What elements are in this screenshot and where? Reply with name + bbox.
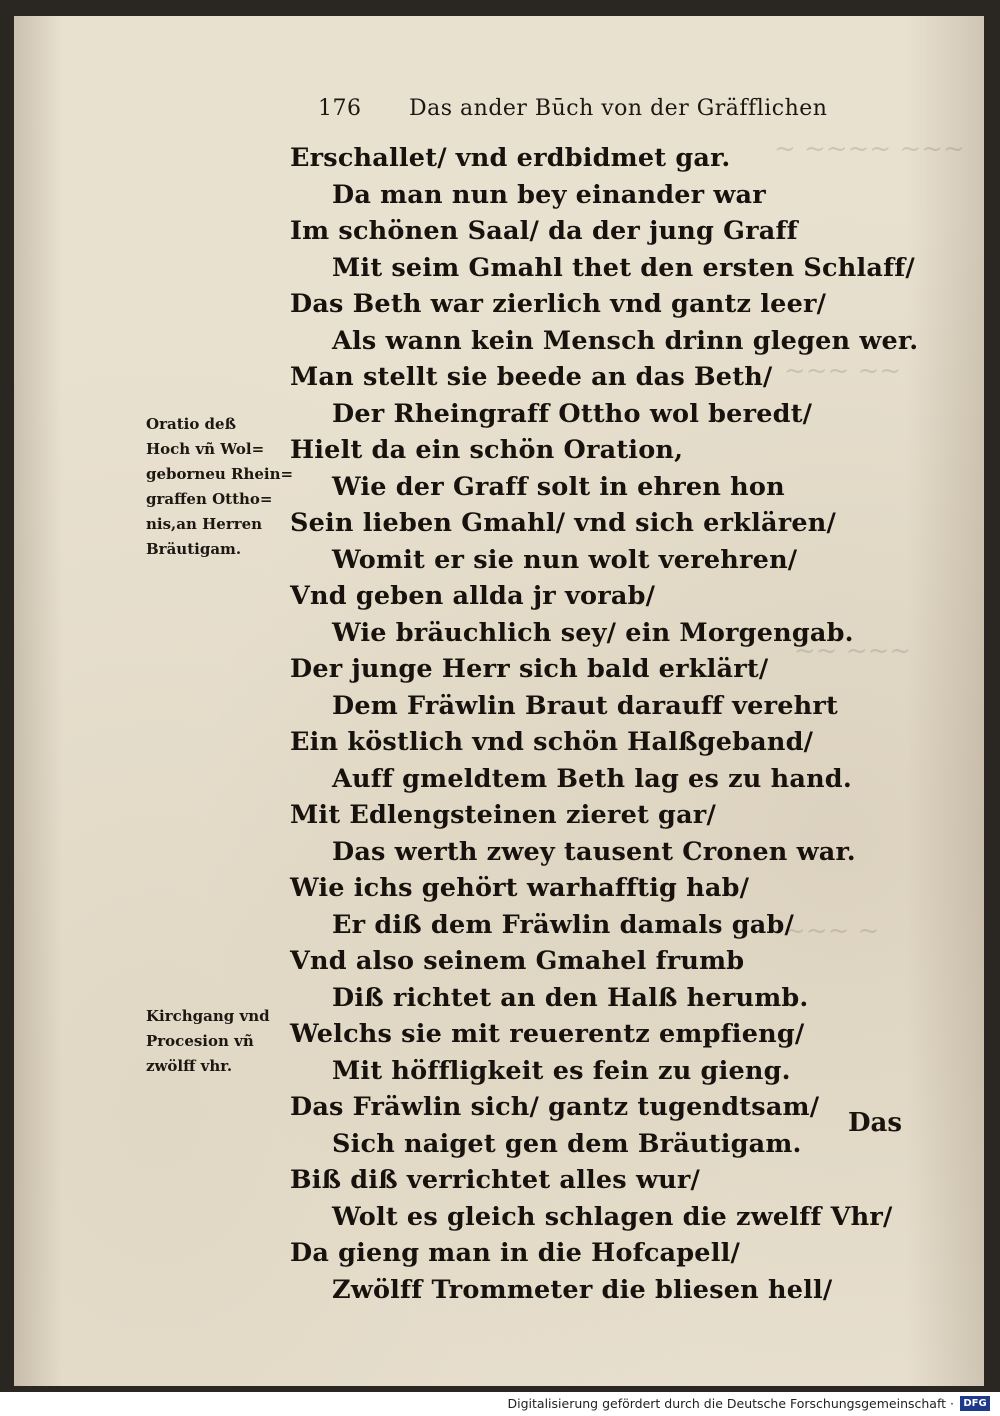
verse-line: Welchs sie mit reuerentz empfieng/ bbox=[290, 1019, 805, 1049]
margin-note-line: Procesion vñ bbox=[146, 1032, 254, 1050]
verse-line: Da man nun bey einander war bbox=[332, 179, 766, 210]
verse-line: Sich naiget gen dem Bräutigam. bbox=[332, 1128, 802, 1159]
verse-line: Sein lieben Gmahl/ vnd sich erklären/ bbox=[290, 508, 837, 538]
verse-line: Da gieng man in die Hofcapell/ bbox=[290, 1238, 741, 1268]
verse-column bbox=[290, 140, 918, 1308]
verse-line: Wolt es gleich schlagen die zwelff Vhr/ bbox=[332, 1201, 893, 1232]
verse-line: Wie der Graff solt in ehren hon bbox=[332, 471, 785, 502]
margin-note-line: Kirchgang vnd bbox=[146, 1007, 270, 1025]
running-head bbox=[318, 96, 827, 121]
dfg-logo: DFG bbox=[960, 1396, 990, 1411]
page-number: 176 bbox=[318, 96, 362, 121]
show-through-texture: ~~~ ~ bbox=[784, 916, 880, 946]
margin-note-line: graffen Ottho= bbox=[146, 490, 273, 508]
footer-credit: Digitalisierung gefördert durch die Deutsche Forschungsgemeinschaft · bbox=[507, 1396, 954, 1411]
verse-line: Das werth zwey tausent Cronen war. bbox=[332, 836, 856, 867]
verse-line: Mit höffligkeit es fein zu gieng. bbox=[332, 1055, 791, 1086]
verse-line: Womit er sie nun wolt verehren/ bbox=[332, 544, 798, 575]
verse-line: Biß diß verrichtet alles wur/ bbox=[290, 1165, 700, 1195]
margin-note-line: zwölff vhr. bbox=[146, 1057, 233, 1075]
verse-line: Diß richtet an den Halß herumb. bbox=[332, 982, 809, 1013]
margin-note-line: nis,an Herren bbox=[146, 515, 263, 533]
margin-note-line: Bräutigam. bbox=[146, 540, 242, 558]
margin-note-kirchgang bbox=[146, 1004, 270, 1079]
margin-note-line: Hoch vñ Wol= bbox=[146, 440, 265, 458]
verse-line: Er diß dem Fräwlin damals gab/ bbox=[332, 909, 795, 940]
margin-note-oratio bbox=[146, 412, 293, 562]
verse-line: Vnd geben allda jr vorab/ bbox=[290, 581, 656, 611]
verse-line: Der Rheingraff Ottho wol beredt/ bbox=[332, 398, 813, 429]
verse-line: Das Fräwlin sich/ gantz tugendtsam/ bbox=[290, 1092, 820, 1122]
verse-line: Der junge Herr sich bald erklärt/ bbox=[290, 654, 769, 684]
margin-note-line: geborneu Rhein= bbox=[146, 465, 294, 483]
catchword: Das bbox=[848, 1108, 903, 1138]
running-title: Das ander Būch von der Gräfflichen bbox=[409, 96, 828, 121]
verse-line: Mit seim Gmahl thet den ersten Schlaff/ bbox=[332, 252, 915, 283]
verse-line: Man stellt sie beede an das Beth/ bbox=[290, 362, 773, 392]
verse-line: Mit Edlengsteinen zieret gar/ bbox=[290, 800, 716, 830]
verse-line: Ein köstlich vnd schön Halßgeband/ bbox=[290, 727, 814, 757]
show-through-texture: ~~~ ~~ bbox=[784, 356, 902, 386]
show-through-texture: ~~ ~~~ bbox=[794, 636, 912, 666]
verse-line: Hielt da ein schön Oration, bbox=[290, 435, 684, 465]
verse-line: Das Beth war zierlich vnd gantz leer/ bbox=[290, 289, 827, 319]
verse-line: Dem Fräwlin Braut darauff verehrt bbox=[332, 690, 838, 721]
show-through-texture: ~ ~~~~ ~~~ bbox=[774, 134, 965, 164]
verse-line: Vnd also seinem Gmahel frumb bbox=[290, 946, 745, 976]
margin-note-line: Oratio deß bbox=[146, 415, 236, 433]
footer-bar bbox=[0, 1392, 1000, 1416]
verse-line: Im schönen Saal/ da der jung Graff bbox=[290, 216, 798, 246]
verse-line: Als wann kein Mensch drinn glegen wer. bbox=[332, 325, 919, 356]
verse-line: Erschallet/ vnd erdbidmet gar. bbox=[290, 143, 731, 173]
verse-line: Wie bräuchlich sey/ ein Morgengab. bbox=[332, 617, 854, 648]
verse-line: Zwölff Trommeter die bliesen hell/ bbox=[332, 1274, 833, 1305]
verse-line: Wie ichs gehört warhafftig hab/ bbox=[290, 873, 750, 903]
verse-line: Auff gmeldtem Beth lag es zu hand. bbox=[332, 763, 852, 794]
